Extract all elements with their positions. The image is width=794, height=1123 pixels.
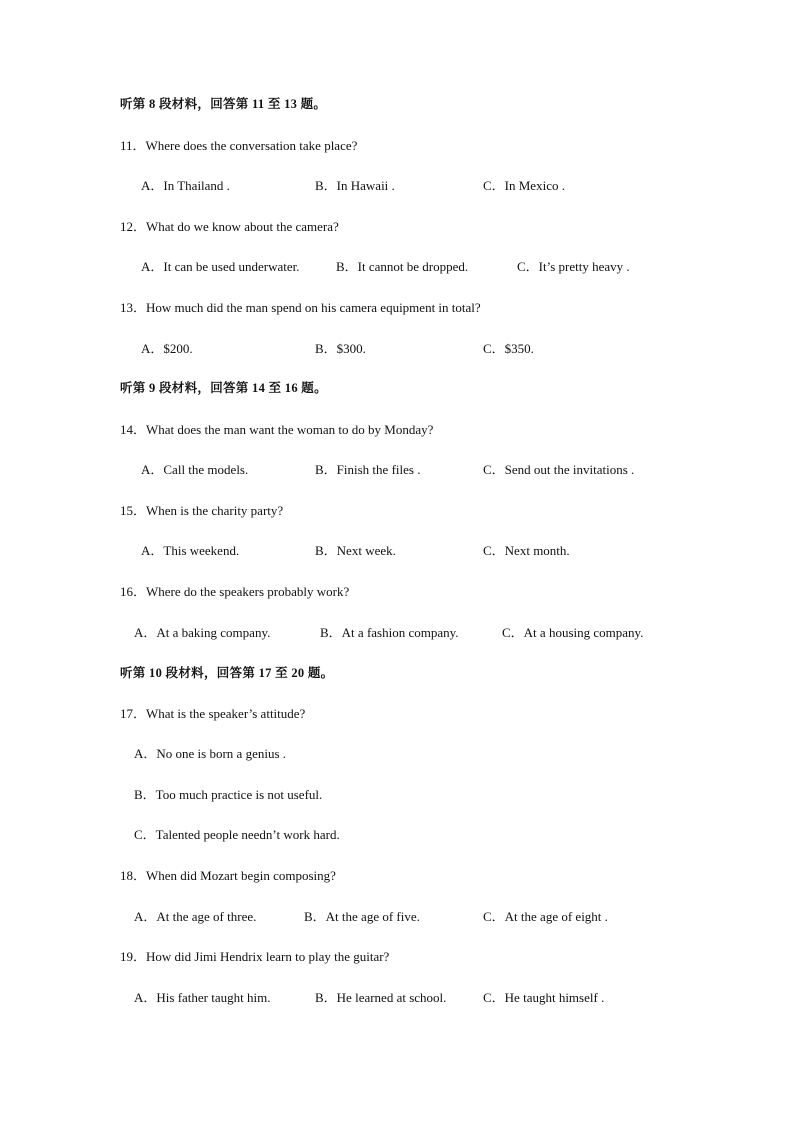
section-heading: 听第 9 段材料，回答第 14 至 16 题。 [120, 381, 327, 395]
answer-option[interactable]: B．He learned at school. [315, 990, 447, 1005]
answer-option[interactable]: C．In Mexico . [483, 178, 565, 193]
answer-option[interactable]: B．At a fashion company. [320, 625, 459, 640]
answer-option[interactable]: A．No one is born a genius . [134, 746, 287, 761]
answer-option[interactable]: C．It’s pretty heavy . [517, 259, 630, 274]
answer-option[interactable]: C．Talented people needn’t work hard. [134, 827, 340, 842]
question-stem: 11．Where does the conversation take place? [120, 138, 358, 153]
answer-option[interactable]: A．At the age of three. [134, 909, 257, 924]
answer-option[interactable]: A．His father taught him. [134, 990, 271, 1005]
answer-option[interactable]: A．It can be used underwater. [141, 259, 300, 274]
question-stem: 14．What does the man want the woman to do by Monday? [120, 422, 434, 437]
answer-option[interactable]: C．Send out the invitations . [483, 462, 635, 477]
question-stem: 16．Where do the speakers probably work? [120, 584, 350, 599]
answer-option[interactable]: C．Next month. [483, 543, 570, 558]
answer-option[interactable]: A．Call the models. [141, 462, 249, 477]
question-stem: 15．When is the charity party? [120, 503, 284, 518]
answer-option[interactable]: C．At a housing company. [502, 625, 644, 640]
question-stem: 18．When did Mozart begin composing? [120, 868, 336, 883]
question-stem: 13．How much did the man spend on his camera equipment in total? [120, 300, 481, 315]
answer-option[interactable]: B．At the age of five. [304, 909, 420, 924]
answer-option[interactable]: A．At a baking company. [134, 625, 271, 640]
answer-option[interactable]: B．Too much practice is not useful. [134, 787, 323, 802]
answer-option[interactable]: C．$350. [483, 341, 534, 356]
section-heading: 听第 10 段材料，回答第 17 至 20 题。 [120, 666, 334, 680]
answer-option[interactable]: B．It cannot be dropped. [336, 259, 469, 274]
answer-option[interactable]: B．In Hawaii . [315, 178, 395, 193]
answer-option[interactable]: A．In Thailand . [141, 178, 230, 193]
answer-option[interactable]: A．$200. [141, 341, 193, 356]
answer-option[interactable]: B．Finish the files . [315, 462, 421, 477]
answer-option[interactable]: B．$300. [315, 341, 366, 356]
question-stem: 12．What do we know about the camera? [120, 219, 339, 234]
answer-option[interactable]: C．He taught himself . [483, 990, 605, 1005]
section-heading: 听第 8 段材料，回答第 11 至 13 题。 [120, 97, 327, 111]
answer-option[interactable]: C．At the age of eight . [483, 909, 608, 924]
question-stem: 17．What is the speaker’s attitude? [120, 706, 306, 721]
answer-option[interactable]: B．Next week. [315, 543, 396, 558]
answer-option[interactable]: A．This weekend. [141, 543, 240, 558]
question-stem: 19．How did Jimi Hendrix learn to play the guitar? [120, 949, 390, 964]
